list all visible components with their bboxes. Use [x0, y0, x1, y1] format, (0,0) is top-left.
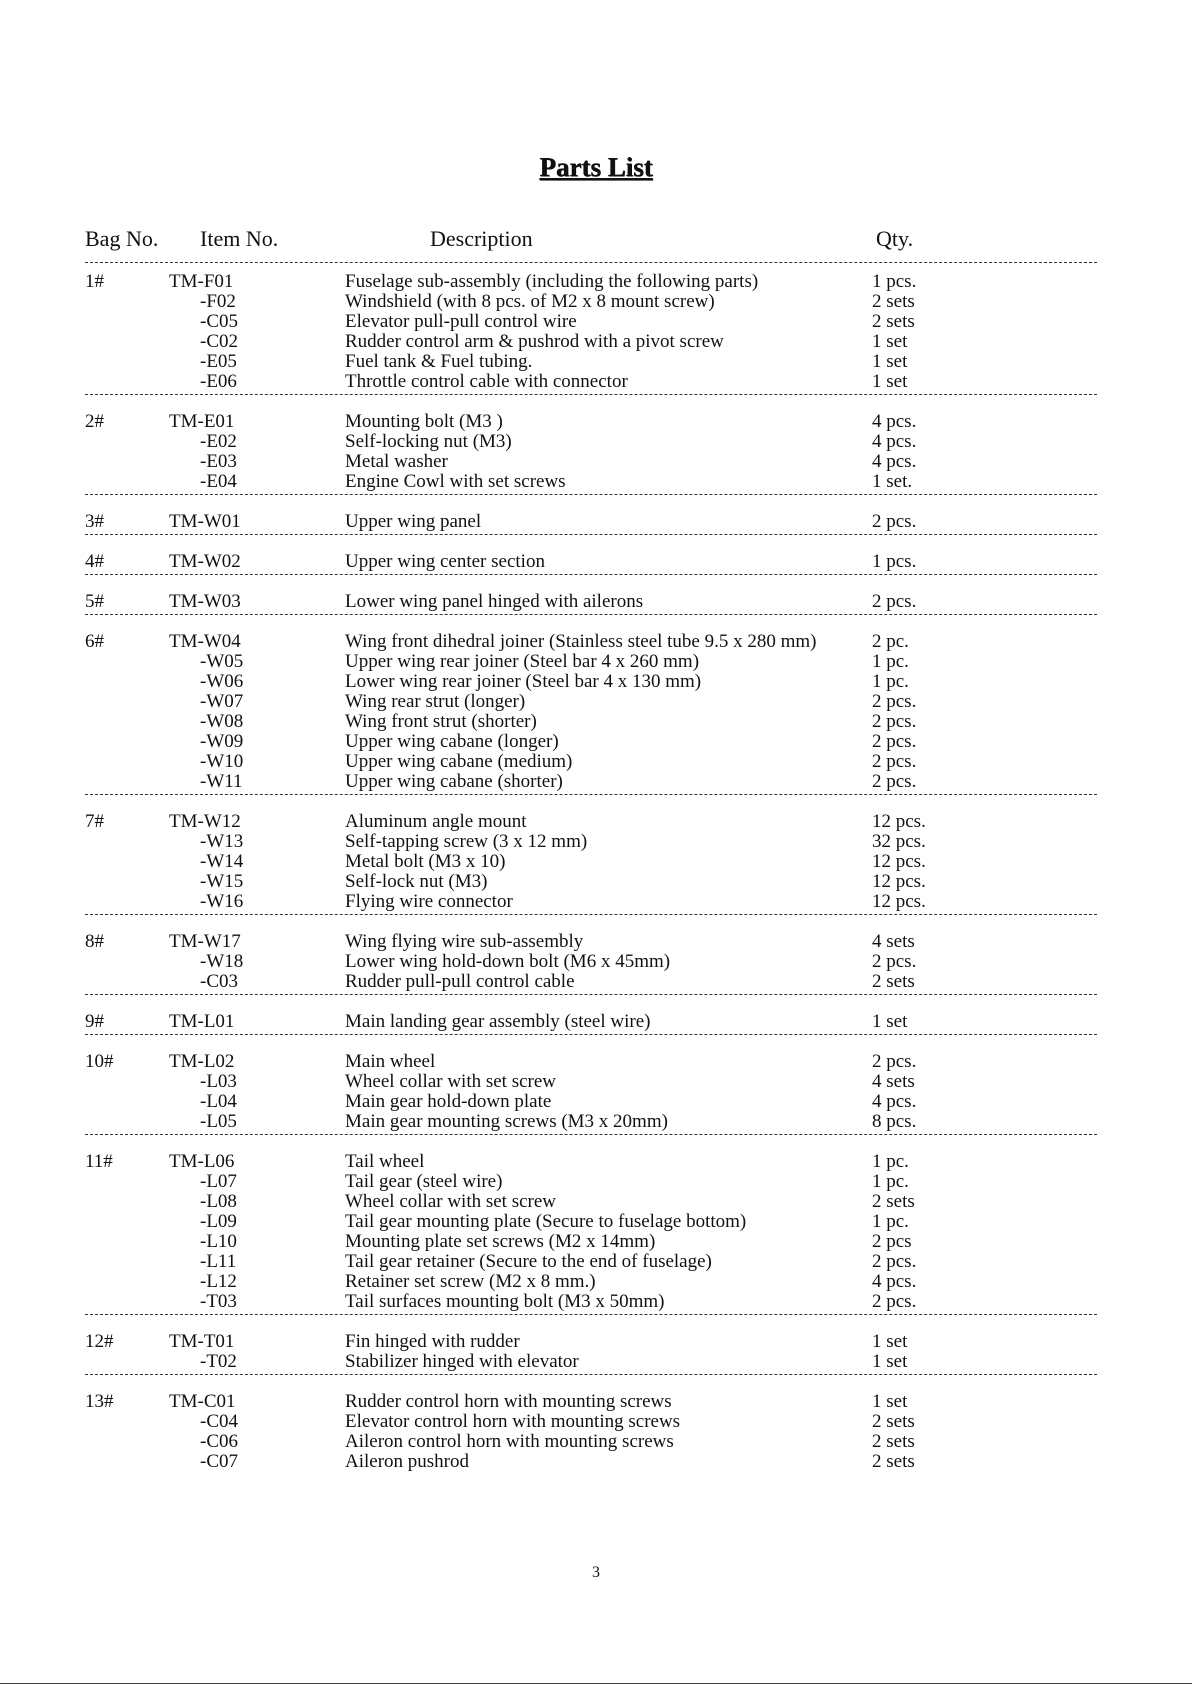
table-row	[0, 752, 1192, 772]
item-quantity: 2 sets	[872, 291, 915, 312]
table-row	[0, 652, 1192, 672]
item-quantity: 1 pc.	[872, 651, 909, 672]
item-number: -L03	[200, 1071, 237, 1092]
item-description: Main landing gear assembly (steel wire)	[345, 1011, 651, 1032]
group-separator	[85, 1374, 1097, 1375]
item-number: -L12	[200, 1271, 237, 1292]
item-description: Stabilizer hinged with elevator	[345, 1351, 579, 1372]
item-description: Mounting plate set screws (M2 x 14mm)	[345, 1231, 656, 1252]
item-number: -W08	[200, 711, 244, 732]
item-description: Main gear mounting screws (M3 x 20mm)	[345, 1111, 668, 1132]
item-quantity: 2 pcs.	[872, 691, 917, 712]
item-description: Lower wing rear joiner (Steel bar 4 x 130 mm)	[345, 671, 702, 692]
bag-number: 11#	[85, 1151, 113, 1172]
item-number: -F02	[200, 291, 236, 312]
item-quantity: 32 pcs.	[872, 831, 926, 852]
table-row	[0, 1332, 1192, 1352]
item-description: Upper wing cabane (medium)	[345, 751, 573, 772]
table-row	[0, 692, 1192, 712]
item-quantity: 2 pcs.	[872, 591, 917, 612]
item-description: Main gear hold-down plate	[345, 1091, 552, 1112]
group-separator	[85, 574, 1097, 575]
group-separator	[85, 534, 1097, 535]
item-description: Rudder pull-pull control cable	[345, 971, 575, 992]
table-row	[0, 812, 1192, 832]
table-row	[0, 772, 1192, 792]
table-row	[0, 1012, 1192, 1032]
table-row	[0, 732, 1192, 752]
item-description: Throttle control cable with connector	[345, 371, 628, 392]
group-separator	[85, 1034, 1097, 1035]
table-row	[0, 1352, 1192, 1372]
item-description: Upper wing cabane (shorter)	[345, 771, 563, 792]
item-quantity: 8 pcs.	[872, 1111, 917, 1132]
item-number: TM-L02	[169, 1051, 235, 1072]
item-description: Upper wing panel	[345, 511, 482, 532]
table-row	[0, 1052, 1192, 1072]
item-number: TM-T01	[169, 1331, 235, 1352]
item-quantity: 4 pcs.	[872, 1091, 917, 1112]
item-number: -T02	[200, 1351, 237, 1372]
item-number: TM-W02	[169, 551, 241, 572]
item-number: -E04	[200, 471, 237, 492]
item-number: TM-W01	[169, 511, 241, 532]
item-description: Rudder control arm & pushrod with a pivot screw	[345, 331, 724, 352]
table-row	[0, 1172, 1192, 1192]
item-quantity: 1 pcs.	[872, 271, 917, 292]
item-quantity: 2 pcs.	[872, 711, 917, 732]
table-row	[0, 312, 1192, 332]
item-description: Metal washer	[345, 451, 448, 472]
item-quantity: 2 pcs.	[872, 1291, 917, 1312]
item-quantity: 1 set.	[872, 471, 913, 492]
item-quantity: 4 pcs.	[872, 451, 917, 472]
header-qty: Qty.	[876, 226, 914, 251]
table-row	[0, 632, 1192, 652]
item-number: -W07	[200, 691, 244, 712]
table-row	[0, 852, 1192, 872]
item-number: -L09	[200, 1211, 237, 1232]
item-number: TM-E01	[169, 411, 235, 432]
item-description: Retainer set screw (M2 x 8 mm.)	[345, 1271, 596, 1292]
group-separator	[85, 614, 1097, 615]
item-number: TM-L06	[169, 1151, 235, 1172]
item-quantity: 1 set	[872, 1351, 908, 1372]
item-quantity: 2 pcs	[872, 1231, 912, 1252]
bag-number: 3#	[85, 511, 104, 532]
item-description: Upper wing cabane (longer)	[345, 731, 559, 752]
item-description: Elevator control horn with mounting screws	[345, 1411, 681, 1432]
item-quantity: 12 pcs.	[872, 891, 926, 912]
header-description: Description	[430, 226, 533, 251]
item-quantity: 12 pcs.	[872, 851, 926, 872]
item-description: Aileron control horn with mounting screws	[345, 1431, 674, 1452]
bag-number: 5#	[85, 591, 104, 612]
item-quantity: 2 pcs.	[872, 1051, 917, 1072]
group-separator	[85, 794, 1097, 795]
header-bag-no: Bag No.	[85, 226, 159, 251]
bag-number: 9#	[85, 1011, 104, 1032]
item-description: Tail gear (steel wire)	[345, 1171, 503, 1192]
item-number: -E02	[200, 431, 237, 452]
item-number: -L04	[200, 1091, 237, 1112]
table-row	[0, 1432, 1192, 1452]
table-row	[0, 932, 1192, 952]
table-row	[0, 972, 1192, 992]
item-description: Fuselage sub-assembly (including the following parts)	[345, 271, 759, 292]
group-separator	[85, 914, 1097, 915]
item-description: Tail wheel	[345, 1151, 425, 1172]
table-row	[0, 272, 1192, 292]
item-number: -W18	[200, 951, 244, 972]
item-description: Mounting bolt (M3 )	[345, 411, 503, 432]
item-quantity: 2 sets	[872, 1431, 915, 1452]
bag-number: 2#	[85, 411, 104, 432]
table-row	[0, 1252, 1192, 1272]
item-number: -W14	[200, 851, 244, 872]
item-quantity: 2 sets	[872, 1411, 915, 1432]
bag-number: 8#	[85, 931, 104, 952]
item-number: -C03	[200, 971, 238, 992]
item-quantity: 1 set	[872, 1331, 908, 1352]
item-quantity: 4 pcs.	[872, 431, 917, 452]
item-description: Aluminum angle mount	[345, 811, 527, 832]
table-row	[0, 332, 1192, 352]
item-quantity: 4 pcs.	[872, 411, 917, 432]
item-quantity: 1 pc.	[872, 1171, 909, 1192]
group-separator	[85, 494, 1097, 495]
item-quantity: 4 sets	[872, 1071, 915, 1092]
item-number: -L05	[200, 1111, 237, 1132]
item-number: TM-C01	[169, 1391, 236, 1412]
table-row	[0, 1392, 1192, 1412]
table-row	[0, 1292, 1192, 1312]
item-quantity: 1 set	[872, 371, 908, 392]
bag-number: 7#	[85, 811, 104, 832]
item-description: Windshield (with 8 pcs. of M2 x 8 mount screw)	[345, 291, 715, 312]
item-number: -W06	[200, 671, 244, 692]
item-quantity: 1 pcs.	[872, 551, 917, 572]
item-quantity: 2 sets	[872, 1191, 915, 1212]
item-number: -C06	[200, 1431, 238, 1452]
item-number: -C02	[200, 331, 238, 352]
bag-number: 12#	[85, 1331, 114, 1352]
table-row	[0, 1272, 1192, 1292]
item-description: Self-tapping screw (3 x 12 mm)	[345, 831, 588, 852]
item-description: Fuel tank & Fuel tubing.	[345, 351, 533, 372]
table-row	[0, 512, 1192, 532]
item-number: -E06	[200, 371, 237, 392]
item-number: -E05	[200, 351, 237, 372]
table-row	[0, 592, 1192, 612]
page-bottom-rule	[0, 1683, 1192, 1684]
item-quantity: 1 pc.	[872, 1151, 909, 1172]
item-number: -L08	[200, 1191, 237, 1212]
item-description: Wing front strut (shorter)	[345, 711, 537, 732]
item-quantity: 1 set	[872, 351, 908, 372]
table-row	[0, 872, 1192, 892]
item-quantity: 1 set	[872, 1391, 908, 1412]
item-description: Engine Cowl with set screws	[345, 471, 566, 492]
item-description: Wing rear strut (longer)	[345, 691, 526, 712]
group-separator	[85, 1314, 1097, 1315]
item-quantity: 1 set	[872, 331, 908, 352]
item-description: Tail gear retainer (Secure to the end of fuselage)	[345, 1251, 712, 1272]
item-quantity: 1 pc.	[872, 1211, 909, 1232]
item-number: -C05	[200, 311, 238, 332]
group-separator	[85, 262, 1097, 263]
table-row	[0, 472, 1192, 492]
table-row	[0, 1212, 1192, 1232]
item-number: -T03	[200, 1291, 237, 1312]
item-number: TM-F01	[169, 271, 234, 292]
item-number: -L11	[200, 1251, 237, 1272]
table-row	[0, 1092, 1192, 1112]
group-separator	[85, 1134, 1097, 1135]
table-row	[0, 552, 1192, 572]
table-row	[0, 1112, 1192, 1132]
table-row	[0, 372, 1192, 392]
item-quantity: 2 pcs.	[872, 771, 917, 792]
item-number: TM-W04	[169, 631, 241, 652]
item-number: -C07	[200, 1451, 238, 1472]
table-row	[0, 432, 1192, 452]
table-row	[0, 292, 1192, 312]
table-row	[0, 412, 1192, 432]
item-quantity: 2 sets	[872, 311, 915, 332]
item-quantity: 12 pcs.	[872, 811, 926, 832]
item-number: -W13	[200, 831, 244, 852]
table-row	[0, 672, 1192, 692]
table-row	[0, 1452, 1192, 1472]
item-quantity: 2 pcs.	[872, 951, 917, 972]
item-description: Upper wing center section	[345, 551, 545, 572]
item-quantity: 2 sets	[872, 1451, 915, 1472]
item-description: Main wheel	[345, 1051, 436, 1072]
item-number: TM-W17	[169, 931, 241, 952]
item-number: -L10	[200, 1231, 237, 1252]
bag-number: 4#	[85, 551, 104, 572]
header-item-no: Item No.	[200, 226, 279, 251]
item-description: Lower wing panel hinged with ailerons	[345, 591, 644, 612]
table-row	[0, 452, 1192, 472]
item-quantity: 12 pcs.	[872, 871, 926, 892]
item-number: -L07	[200, 1171, 237, 1192]
item-number: TM-L01	[169, 1011, 235, 1032]
item-quantity: 2 pcs.	[872, 751, 917, 772]
item-description: Metal bolt (M3 x 10)	[345, 851, 506, 872]
table-row	[0, 1152, 1192, 1172]
item-description: Wheel collar with set screw	[345, 1071, 557, 1092]
bag-number: 1#	[85, 271, 104, 292]
item-description: Fin hinged with rudder	[345, 1331, 520, 1352]
item-number: -W05	[200, 651, 244, 672]
item-number: -W15	[200, 871, 244, 892]
item-number: -C04	[200, 1411, 238, 1432]
table-row	[0, 1192, 1192, 1212]
bag-number: 6#	[85, 631, 104, 652]
item-quantity: 2 pcs.	[872, 511, 917, 532]
item-description: Self-locking nut (M3)	[345, 431, 512, 452]
item-quantity: 1 pc.	[872, 671, 909, 692]
table-row	[0, 892, 1192, 912]
item-quantity: 2 pc.	[872, 631, 909, 652]
item-description: Flying wire connector	[345, 891, 513, 912]
item-description: Aileron pushrod	[345, 1451, 470, 1472]
item-quantity: 2 sets	[872, 971, 915, 992]
item-description: Rudder control horn with mounting screws	[345, 1391, 672, 1412]
item-quantity: 1 set	[872, 1011, 908, 1032]
item-number: -E03	[200, 451, 237, 472]
item-description: Tail gear mounting plate (Secure to fuselage bottom)	[345, 1211, 747, 1232]
group-separator	[85, 394, 1097, 395]
item-description: Tail surfaces mounting bolt (M3 x 50mm)	[345, 1291, 665, 1312]
item-description: Wing flying wire sub-assembly	[345, 931, 584, 952]
table-row	[0, 952, 1192, 972]
table-row	[0, 352, 1192, 372]
table-row	[0, 712, 1192, 732]
group-separator	[85, 994, 1097, 995]
item-description: Lower wing hold-down bolt (M6 x 45mm)	[345, 951, 671, 972]
item-number: -W11	[200, 771, 243, 792]
item-description: Self-lock nut (M3)	[345, 871, 488, 892]
item-number: TM-W03	[169, 591, 241, 612]
bag-number: 10#	[85, 1051, 114, 1072]
item-number: -W10	[200, 751, 244, 772]
item-quantity: 2 pcs.	[872, 731, 917, 752]
item-description: Upper wing rear joiner (Steel bar 4 x 260 mm)	[345, 651, 700, 672]
page-number: 3	[592, 1564, 600, 1581]
item-number: -W09	[200, 731, 244, 752]
table-row	[0, 1072, 1192, 1092]
item-quantity: 4 sets	[872, 931, 915, 952]
item-number: -W16	[200, 891, 244, 912]
table-row	[0, 832, 1192, 852]
item-quantity: 4 pcs.	[872, 1271, 917, 1292]
bag-number: 13#	[85, 1391, 114, 1412]
table-row	[0, 1232, 1192, 1252]
table-row	[0, 1412, 1192, 1432]
item-description: Elevator pull-pull control wire	[345, 311, 577, 332]
page-title: Parts List	[539, 152, 653, 182]
item-number: TM-W12	[169, 811, 241, 832]
item-description: Wheel collar with set screw	[345, 1191, 557, 1212]
item-description: Wing front dihedral joiner (Stainless steel tube 9.5 x 280 mm)	[345, 631, 817, 652]
item-quantity: 2 pcs.	[872, 1251, 917, 1272]
